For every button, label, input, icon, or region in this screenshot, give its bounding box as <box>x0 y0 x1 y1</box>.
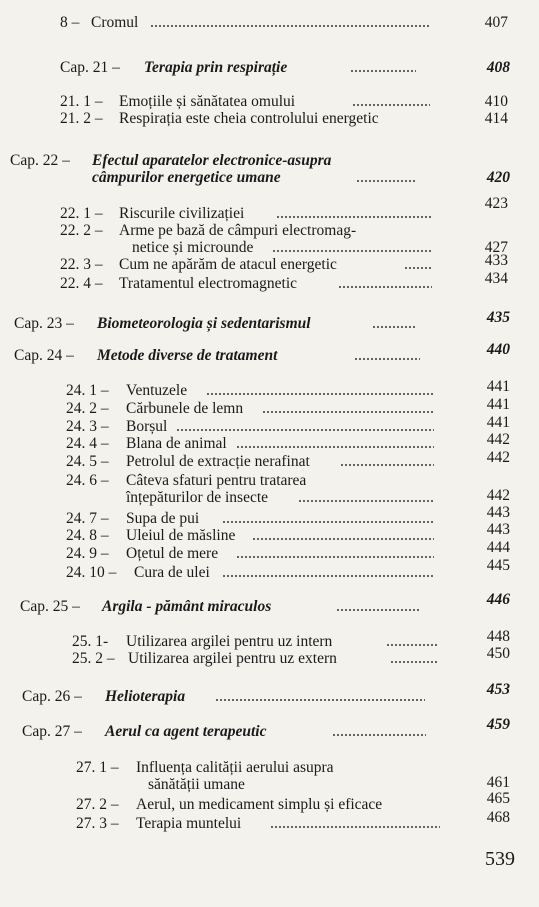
entry-title: Influența calității aerului asupra <box>136 759 334 776</box>
entry-prefix: 24. 10 – <box>66 564 117 581</box>
chapter-title: Efectul aparatelor electronice-asupra <box>92 152 332 169</box>
dot-leader <box>404 267 432 269</box>
entry-page: 434 <box>484 270 508 287</box>
entry-title-line2: înțepăturilor de insecte <box>126 489 269 506</box>
dot-leader <box>386 644 438 646</box>
chapter-title-line2: câmpurilor energetice umane <box>92 169 281 186</box>
dot-leader <box>276 216 432 218</box>
chapter-page: 408 <box>486 59 510 76</box>
dot-leader <box>222 521 434 523</box>
entry-prefix: 8 – <box>60 14 80 31</box>
entry-title: Uleiul de măsline <box>126 527 236 544</box>
chapter-title: Metode diverse de tratament <box>97 347 278 364</box>
chapter-page: 459 <box>486 716 510 733</box>
entry-title: Petrolul de extracție nerafinat <box>126 453 310 470</box>
chapter-page: 440 <box>486 341 510 358</box>
dot-leader <box>262 411 434 413</box>
entry-prefix: 24. 8 – <box>66 527 109 544</box>
entry-page: 414 <box>484 110 508 127</box>
entry-prefix: 21. 2 – <box>60 110 103 127</box>
chapter-title: Terapia prin respirație <box>144 59 288 76</box>
dot-leader <box>372 326 416 328</box>
dot-leader <box>150 25 430 27</box>
entry-page: 445 <box>486 557 510 574</box>
entry-title: Cromul <box>91 14 139 31</box>
dot-leader <box>332 734 426 736</box>
dot-leader <box>270 826 440 828</box>
entry-title: Utilizarea argilei pentru uz extern <box>128 650 337 667</box>
entry-title: Cum ne apărăm de atacul energetic <box>119 256 337 273</box>
dot-leader <box>272 250 432 252</box>
entry-page: 441 <box>486 396 510 413</box>
entry-page: 468 <box>486 809 510 826</box>
entry-prefix: 22. 2 – <box>60 222 103 239</box>
entry-page: 423 <box>484 195 508 212</box>
entry-title: Aerul, un medicament simplu și eficace <box>136 796 383 813</box>
entry-prefix: 21. 1 – <box>60 93 103 110</box>
chapter-page: 435 <box>486 309 510 326</box>
entry-page: 407 <box>484 14 508 31</box>
entry-page: 427 <box>484 239 508 256</box>
entry-prefix: 27. 3 – <box>76 815 119 832</box>
chapter-prefix: Cap. 26 – <box>22 688 82 705</box>
entry-prefix: 24. 6 – <box>66 472 109 489</box>
dot-leader <box>352 104 430 106</box>
dot-leader <box>236 556 434 558</box>
page-number: 539 <box>485 848 515 870</box>
entry-prefix: 24. 2 – <box>66 400 109 417</box>
dot-leader <box>350 70 416 72</box>
entry-prefix: 24. 7 – <box>66 510 109 527</box>
dot-leader <box>236 446 434 448</box>
entry-title: Ventuzele <box>126 382 188 399</box>
chapter-title: Argila - pământ miraculos <box>102 598 272 615</box>
entry-page: 441 <box>486 378 510 395</box>
entry-page: 443 <box>486 504 510 521</box>
dot-leader <box>215 699 425 701</box>
entry-page: 442 <box>486 487 510 504</box>
dot-leader <box>356 180 416 182</box>
dot-leader <box>338 286 432 288</box>
entry-title: Utilizarea argilei pentru uz intern <box>126 633 333 650</box>
entry-title: Cărbunele de lemn <box>126 400 244 417</box>
entry-title: Riscurile civilizației <box>119 205 245 222</box>
entry-title: Tratamentul electromagnetic <box>119 275 298 292</box>
entry-title: Respirația este cheia controlului energetic <box>119 110 379 127</box>
dot-leader <box>336 609 420 611</box>
chapter-prefix: Cap. 25 – <box>20 598 80 615</box>
entry-prefix: 24. 3 – <box>66 418 109 435</box>
dot-leader <box>206 393 434 395</box>
entry-prefix: 24. 1 – <box>66 382 109 399</box>
dot-leader <box>176 429 434 431</box>
entry-prefix: 25. 2 – <box>72 650 115 667</box>
entry-page: 442 <box>486 431 510 448</box>
dot-leader <box>298 500 434 502</box>
chapter-page: 420 <box>486 169 510 186</box>
chapter-title: Helioterapia <box>105 688 186 705</box>
entry-prefix: 24. 9 – <box>66 545 109 562</box>
entry-title: Emoțiile și sănătatea omului <box>119 93 296 110</box>
entry-prefix: 25. 1- <box>72 633 109 650</box>
chapter-title: Aerul ca agent terapeutic <box>105 723 267 740</box>
entry-prefix: 27. 1 – <box>76 759 119 776</box>
chapter-page: 446 <box>486 591 510 608</box>
entry-prefix: 22. 4 – <box>60 275 103 292</box>
entry-page: 461 <box>486 774 510 791</box>
chapter-title: Biometeorologia și sedentarismul <box>97 315 311 332</box>
chapter-prefix: Cap. 21 – <box>60 59 120 76</box>
entry-title: Arme pe bază de câmpuri electromag- <box>119 222 357 239</box>
entry-title: Supa de pui <box>126 510 200 527</box>
entry-title: Blana de animal <box>126 435 227 452</box>
entry-page: 442 <box>486 449 510 466</box>
entry-prefix: 22. 3 – <box>60 256 103 273</box>
entry-prefix: 24. 5 – <box>66 453 109 470</box>
entry-title: Terapia muntelui <box>136 815 242 832</box>
entry-page: 443 <box>486 521 510 538</box>
entry-page: 444 <box>486 539 510 556</box>
chapter-prefix: Cap. 27 – <box>22 723 82 740</box>
entry-title-line2: netice și microunde <box>132 239 254 256</box>
entry-title: Borșul <box>126 418 168 435</box>
dot-leader <box>354 358 420 360</box>
chapter-prefix: Cap. 23 – <box>14 315 74 332</box>
entry-title: Cura de ulei <box>134 564 210 581</box>
entry-title-line2: sănătății umane <box>148 776 245 793</box>
entry-prefix: 27. 2 – <box>76 796 119 813</box>
entry-page: 465 <box>486 790 510 807</box>
entry-title: Oțetul de mere <box>126 545 219 562</box>
dot-leader <box>390 661 438 663</box>
dot-leader <box>340 464 434 466</box>
entry-page: 450 <box>486 645 510 662</box>
entry-title: Câteva sfaturi pentru tratarea <box>126 472 307 489</box>
entry-page: 448 <box>486 628 510 645</box>
chapter-prefix: Cap. 24 – <box>14 347 74 364</box>
entry-page: 433 <box>484 252 508 269</box>
chapter-page: 453 <box>486 681 510 698</box>
entry-prefix: 22. 1 – <box>60 205 103 222</box>
dot-leader <box>252 538 434 540</box>
entry-page: 441 <box>486 414 510 431</box>
dot-leader <box>222 575 434 577</box>
chapter-prefix: Cap. 22 – <box>10 152 70 169</box>
entry-page: 410 <box>484 93 508 110</box>
entry-prefix: 24. 4 – <box>66 435 109 452</box>
